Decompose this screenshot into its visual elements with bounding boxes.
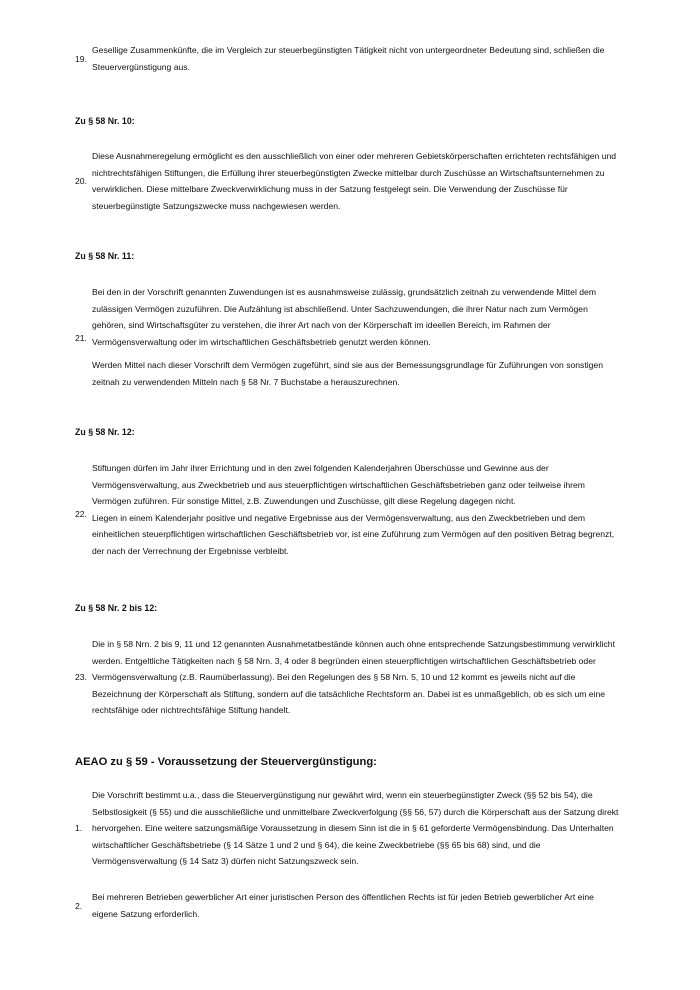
heading-58-nr-10: Zu § 58 Nr. 10: xyxy=(75,116,135,126)
paragraph-text: Liegen in einem Kalenderjahr positive und negative Ergebnisse aus der Vermögensverwaltung, aus den Zweckbetrieben und dem einheitlichen steuerpflichtigen wirtschaftlichen Geschäftsbetrieb vor, ist eine Zuführung zum Vermögen auf den positiven Betrag begrenzt, der nach der Verrechnung der Ergebnisse verbleibt. xyxy=(92,512,615,556)
paragraph-text: Bei mehreren Betrieben gewerblicher Art einer juristischen Person des öffentlichen Rechts ist für jeden Betrieb gewerblicher Art eine eigene Satzung erforderlich. xyxy=(92,892,594,919)
paragraph-text: Die in § 58 Nrn. 2 bis 9, 11 und 12 genannten Ausnahmetatbestände können auch ohne entsprechende Satzungsbestimmung verwirklicht werden. Entgeltliche Tätigkeiten nach § 58 Nrn. 3, 4 oder 8 begründen einen steuerpflichtigen wirtschaftlichen Geschäftsbetrieb oder Vermögensverwaltung (z.B. Raumüberlassung). Bei den Regelungen des § 58 Nrn. 5, 10 und 12 kommt es jeweils nicht auf die Bezeichnung der Körperschaft als Stiftung, sondern auf die tatsächliche Rechtsform an. Dabei ist es unmaßgeblich, ob es sich um eine rechtsfähige oder nichtrechtsfähige Stiftung handelt. xyxy=(92,639,615,715)
paragraph-number: 19. xyxy=(75,54,87,64)
paragraph-text: Stiftungen dürfen im Jahr ihrer Errichtung und in den zwei folgenden Kalenderjahren Überschüsse und Gewinne aus der Vermögensverwaltung, aus Zweckbetrieb und aus steuerpflichtigen wirtschaftlichen Geschäftsbetrieben ganz oder teilweise ihrem Vermögen zuführen. Für sonstige Mittel, z.B. Zuwendungen und Zuschüsse, gilt diese Regelung dagegen nicht. xyxy=(92,463,585,506)
section-heading-59: AEAO zu § 59 - Voraussetzung der Steuervergünstigung: xyxy=(75,756,377,768)
paragraph-number: 20. xyxy=(75,176,87,186)
paragraph-number: 23. xyxy=(75,672,87,682)
heading-58-nr-12: Zu § 58 Nr. 12: xyxy=(75,427,135,437)
paragraph-text: Diese Ausnahmeregelung ermöglicht es den ausschließlich von einer oder mehreren Gebietskörperschaften errichteten rechtsfähigen und nichtrechtsfähigen Stiftungen, die Erfüllung ihrer steuerbegünstigten Zwecke mittelbar durch Zuschüsse an Wirtschaftsunternehmen zu verwirklichen. Diese mittelbare Zweckverwirklichung muss in der Satzung festgelegt sein. Die Verwendung der Zuschüsse für steuerbegünstigte Satzungszwecke muss nachgewiesen werden. xyxy=(92,151,617,211)
paragraph-number: 1. xyxy=(75,823,83,833)
paragraph-text: Die Vorschrift bestimmt u.a., dass die Steuervergünstigung nur gewährt wird, wenn ein steuerbegünstigter Zweck (§§ 52 bis 54), die Selbstlosigkeit (§ 55) und die ausschließliche und unmittelbare Zweckverfolgung (§§ 56, 57) durch die Körperschaft aus der Satzung direkt hervorgehen. Eine weitere satzungsmäßige Voraussetzung in diesem Sinn ist die in § 61 geforderte Vermögensbindung. Das Unterhalten wirtschaftlicher Geschäftsbetriebe (§ 14 Sätze 1 und 2 und § 64), die keine Zweckbetriebe (§§ 65 bis 68) sind, und die Vermögensverwaltung (§ 14 Satz 3) dürfen nicht Satzungszweck sein. xyxy=(92,790,619,866)
paragraph-text: Gesellige Zusammenkünfte, die im Vergleich zur steuerbegünstigten Tätigkeit nicht von untergeordneter Bedeutung sind, schließen die Steuervergünstigung aus. xyxy=(92,45,605,72)
paragraph-text: Werden Mittel nach dieser Vorschrift dem Vermögen zugeführt, sind sie aus der Bemessungsgrundlage für Zuführungen von sonstigen zeitnah zu verwendenden Mitteln nach § 58 Nr. 7 Buchstabe a herauszurechnen. xyxy=(92,360,603,387)
paragraph-number: 2. xyxy=(75,901,83,911)
paragraph-number: 22. xyxy=(75,509,87,519)
heading-58-nr-11: Zu § 58 Nr. 11: xyxy=(75,251,135,261)
heading-58-nr-2-bis-12: Zu § 58 Nr. 2 bis 12: xyxy=(75,603,158,613)
paragraph-text: Bei den in der Vorschrift genannten Zuwendungen ist es ausnahmsweise zulässig, grundsätzlich zeitnah zu verwendende Mittel dem zulässigen Vermögen zuzuführen. Die Aufzählung ist abschließend. Unter Sachzuwendungen, die ihrer Natur nach zum Vermögen gehören, sind Wirtschaftsgüter zu verstehen, die ihrer Art nach von der Körperschaft im ideellen Bereich, im Rahmen der Vermögensverwaltung oder im wirtschaftlichen Geschäftsbetrieb genutzt werden können. xyxy=(92,287,596,347)
paragraph-number: 21. xyxy=(75,333,87,343)
